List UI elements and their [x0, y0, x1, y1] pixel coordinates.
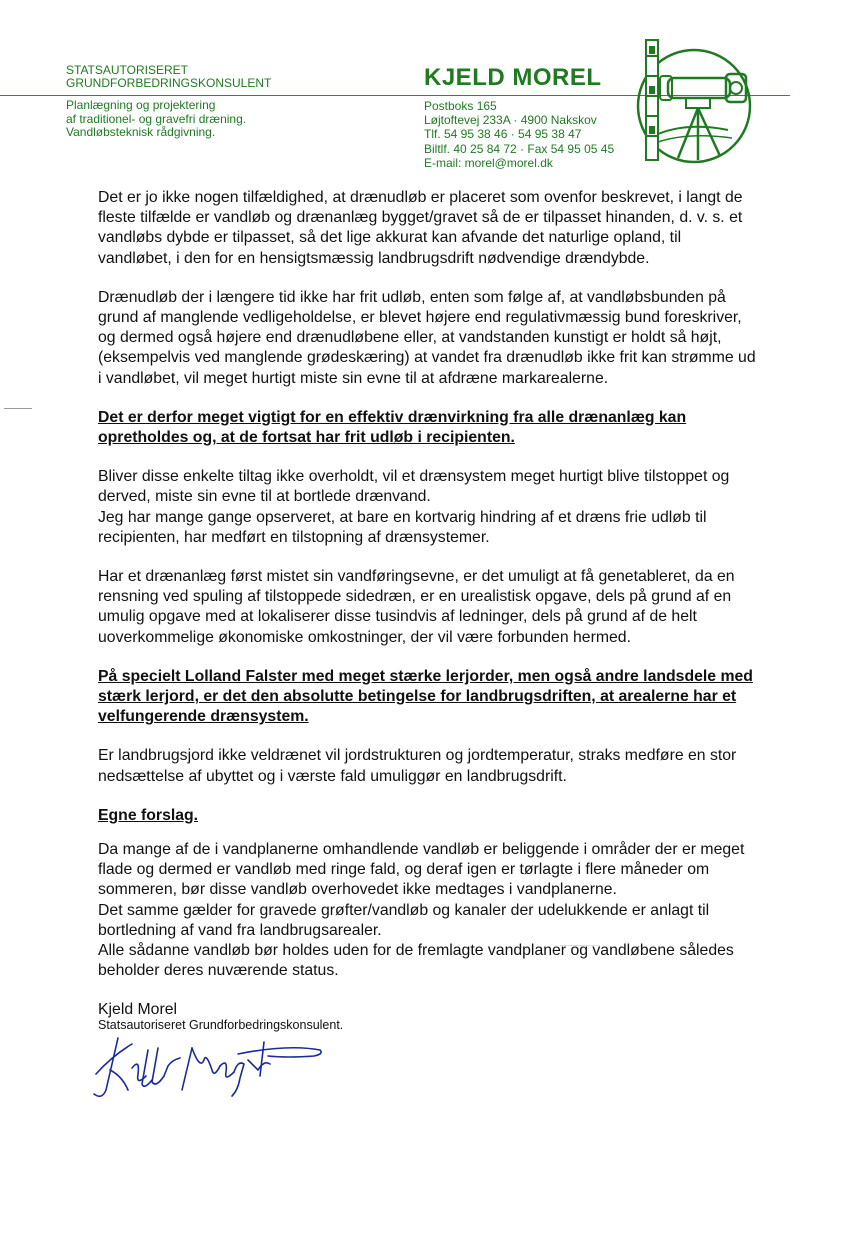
sentence: Jeg har mange gange opserveret, at bare en kortvarig hindring af et dræns frie udløb til recipienten, har medført en tilstopning af drænsystemer. — [98, 508, 707, 546]
emphasis-paragraph: På specielt Lolland Falster med meget stærke lerjorder, men også andre landsdele med stærk lerjord, er det den absolutte betingelse for landbrugsdriften, at arealerne har et velfungerende drænsystem. — [98, 667, 753, 726]
handwritten-signature — [88, 1030, 328, 1102]
header-title-block — [66, 64, 271, 90]
services-line-2: af traditionel- og gravefri dræning. — [66, 111, 247, 126]
paragraph: Det er jo ikke nogen tilfældighed, at drænudløb er placeret som ovenfor beskrevet, i langt de fleste tilfælde er vandløb og drænanlæg bygget/gravet så de er tilpasset hinanden, d. v. s. et vandløbs dybde er tilpasset, så det lige akkurat kan afvande det naturlige opland, til vandløbet, i den for en hensigtsmæssig landbrugsdrift nødvendige drændybde. — [98, 189, 743, 267]
paragraph — [98, 840, 758, 981]
address-line-3: Tlf. 54 95 38 46 · 54 95 38 47 — [424, 127, 582, 142]
sentence: Bliver disse enkelte tiltag ikke overholdt, vil et drænsystem meget hurtigt blive tilstoppet og derved, miste sin evne til at bortlede drænvand. — [98, 468, 730, 506]
letter-body — [98, 188, 758, 1001]
contact-address — [424, 99, 614, 170]
sentence: Det samme gælder for gravede grøfter/vandløb og kanaler der udelukkende er anlagt til bortledning af vand fra landbrugsarealer. — [98, 901, 710, 939]
section-heading: Egne forslag. — [98, 806, 199, 824]
paragraph: Har et drænanlæg først mistet sin vandføringsevne, er det umuligt at få genetableret, da en rensning ved spuling af tilstoppede sidedræn, er en urealistisk opgave, dels på grund af en umulig opgave med at lokaliserer disse tusindvis af ledninger, dels på grund af de helt uoverkommelige økonomiske omkostninger, der vil være forbunden hermed. — [98, 568, 735, 646]
address-line-5: E-mail: morel@morel.dk — [424, 155, 553, 170]
header-services — [66, 99, 246, 140]
company-name: KJELD MOREL — [424, 64, 602, 91]
address-line-2: Løjtoftevej 233A · 4900 Nakskov — [424, 113, 597, 128]
header-title-line-2: GRUNDFORBEDRINGSKONSULENT — [66, 76, 272, 90]
services-line-1: Planlægning og projektering — [66, 98, 216, 112]
sentence: Alle sådanne vandløb bør holdes uden for de fremlagte vandplaner og vandløbene således beholder deres nuværende status. — [98, 942, 734, 980]
faint-mark — [560, 945, 600, 946]
signer-name: Kjeld Morel — [98, 1001, 178, 1018]
header-title-line-1: STATSAUTORISERET — [66, 63, 189, 77]
emphasis-paragraph: Det er derfor meget vigtigt for en effektiv drænvirkning fra alle drænanlæg kan opretholdes og, at de fortsat har frit udløb i recipienten. — [98, 408, 687, 447]
address-line-1: Postboks 165 — [424, 99, 497, 113]
signer-title: Statsautoriseret Grundforbedringskonsulent. — [98, 1018, 344, 1032]
margin-mark — [4, 408, 32, 409]
paragraph — [98, 467, 758, 548]
address-line-4: Biltlf. 40 25 84 72 · Fax 54 95 05 45 — [424, 141, 615, 156]
paragraph: Drænudløb der i længere tid ikke har frit udløb, enten som følge af, at vandløbsbunden på grund af manglende vedligeholdelse, er blevet højere end regulativmæssig bund foreskriver, og dermed også højere end drænudløbene eller, at vandstanden kunstigt er holdt så højt, (eksempelvis ved manglende grødeskæring) at vandet fra drænudløb ikke frit kan strømme ud i vandløbet, vil meget hurtigt miste sin evne til at afdræne markarealerne. — [98, 288, 756, 387]
sentence: Da mange af de i vandplanerne omhandlende vandløb er beliggende i områder der er meget flade og dermed er vandløb med ringe fald, og deraf igen er tørlagte i flere måneder om sommeren, bør disse vandløb overhovedet ikke medtages i vandplanerne. — [98, 841, 745, 899]
paragraph: Er landbrugsjord ikke veldrænet vil jordstrukturen og jordtemperatur, straks medføre en stor nedsættelse af ubyttet og i værste fald umuliggør en landbrugsdrift. — [98, 747, 737, 785]
surveying-level-icon — [628, 38, 752, 166]
services-line-3: Vandløbsteknisk rådgivning. — [66, 125, 216, 139]
